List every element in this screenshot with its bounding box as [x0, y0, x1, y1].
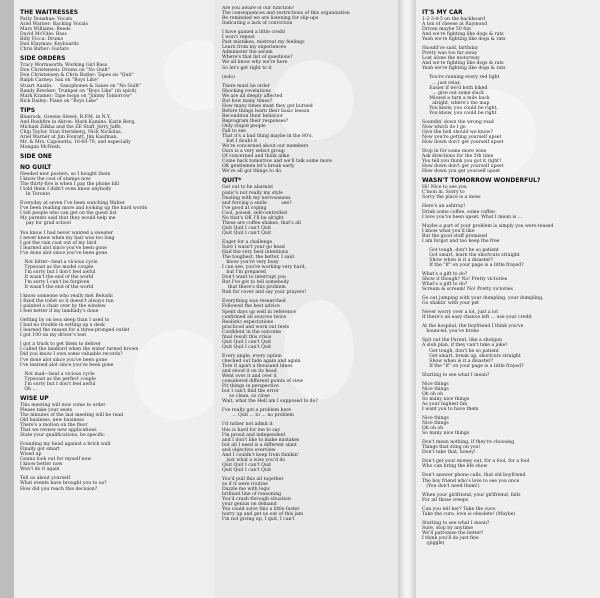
lyric-line: Followed the best advice	[222, 304, 280, 310]
lyric-line: Nice things	[422, 386, 449, 392]
lyric-line: You'd pull this all together	[222, 476, 284, 482]
lyric-line: ... just relax	[422, 80, 460, 86]
credit-line: Rick Dailey: Piano on "Boys Like"	[20, 98, 98, 104]
lyric-line: considered different points of view	[222, 379, 304, 385]
lyric-line: Fall to see	[222, 129, 246, 135]
lyric-line: (You don't need them!)	[422, 483, 480, 489]
lyric-line: I've learned alot since you've been gone	[20, 362, 114, 368]
song-title-quit: QUIT*	[222, 177, 242, 185]
lyric-line: confirmed all sources twice	[222, 314, 287, 320]
section-heading-side-orders: SIDE ORDERS	[20, 55, 66, 63]
lyric-line: Quit Quit I can't Quit	[222, 339, 272, 345]
lyric-line: Can you tell her? Take the cure,	[422, 506, 497, 512]
lyric-line: I painted a chair over by the window	[20, 304, 106, 310]
lyric-line: Come back tomorrow and we'll talk some more	[222, 159, 332, 165]
lyric-line: I'm not giving up, I quit, I can't	[222, 517, 295, 523]
lyric-line: I told them I didn't even know anybody	[20, 187, 112, 193]
lyric-line: Did you know I own some valuable records?	[20, 352, 123, 358]
lyric-line: Got tough, don't be so patient	[422, 247, 499, 253]
lyric-line: Spit out the Parent, like a shotgun	[422, 338, 503, 344]
section-heading-side-one: SIDE ONE	[20, 153, 52, 161]
lyric-line: but I can't find the error	[222, 389, 279, 395]
lyric-line: Scream & scream! No! Pretty victories	[422, 287, 513, 293]
lyric-line: I'm proud and independent	[222, 432, 286, 438]
lyric-line: I've really got a problem here	[222, 408, 292, 414]
lyric-line: Who can bring the life show	[422, 464, 488, 470]
lyric-line: Yeah we're fighting like dogs & rats	[422, 66, 506, 72]
lyric-line: ... Quit ... to ... no problem	[222, 413, 294, 419]
lyric-line: Show when is it a disaster?	[422, 358, 493, 364]
lyric-line: The minutes of the last meeting will be read	[20, 412, 124, 418]
lyric-line: How down don't get yourself upset	[422, 140, 504, 146]
credit-line: Billy Ficca: Drums	[20, 37, 63, 43]
lyric-line: I can see, you're working very hard,	[222, 265, 307, 271]
lyric-line: This meeting will now come to order	[20, 402, 106, 408]
lyric-line: Won't do it again	[20, 467, 60, 473]
lyric-line: Don't mean nothing, if they're choosing	[422, 440, 515, 446]
lyric-line: Where's that list of questions?	[222, 55, 293, 61]
credit-line: Mars Williams: Reeds	[20, 27, 71, 33]
lyric-line: The boy friend who's love to see you once	[422, 478, 520, 484]
lyric-line: I'm sorry but I don't feel awful	[20, 269, 96, 275]
lyric-line: The thirty-five is when I pay the phone bill	[20, 182, 119, 188]
lyric-line: practiced and worn out tests	[222, 324, 290, 330]
thanks-line: Chip Taylor, Stan Sternberg, Nick Nicholas,	[20, 129, 123, 135]
lyric-line: Be reminded we are listening for slip-ups	[222, 16, 319, 22]
lyric-line: And I couldn't keep from thinkin'	[222, 452, 299, 458]
thanks-line: Mr. & Mrs. Caponetta, 16-60-70, and especially	[20, 139, 131, 145]
lyric-line: Sure I wasn't your go head	[222, 244, 285, 250]
page-fold-gutter	[398, 0, 416, 598]
lyric-line: Tell us about yourself	[20, 476, 71, 482]
lyric-line: 1-2-3-4-5 on the backboard	[422, 17, 486, 22]
lyric-line: We all know why we're here	[222, 60, 288, 66]
lyric-line: so clean, so close	[222, 394, 270, 400]
credit-line: Randy Brecker: Trumpet on "Boys Like" (in spirit)	[20, 88, 137, 94]
liner-notes-panel-left	[14, 0, 214, 598]
lyric-line: Oh oh oh	[422, 426, 444, 432]
lyric-line: The consequences and restrictions of this organization	[222, 11, 350, 17]
credit-line: Ralph Carney: Sax on "Boys Like"	[20, 78, 99, 84]
lyric-line: I fixed the toilet so it doesn't always run	[20, 299, 114, 305]
lyric-line: I think you'll do just fine	[422, 535, 479, 541]
lyric-line: Typecast as the model couple	[20, 264, 94, 270]
lyric-line: Quit Quit I can't Quit	[222, 344, 272, 350]
lyric-line: You'd crash through situation	[222, 497, 291, 503]
lyric-line: If there's an easy chance left ... use your credit	[422, 315, 532, 321]
lyric-line: You're running every red light	[422, 75, 500, 81]
song-title-wasnt-tomorrow-wonderful: WASN'T TOMORROW WONDERFUL?	[422, 177, 541, 185]
lyric-line: What events have brought you to us?	[20, 481, 107, 487]
lyric-line: checked out fade again and again	[222, 358, 301, 364]
lyric-line: Gonna look out for myself now	[20, 457, 92, 463]
thanks-line: Mongan McNesh.	[20, 144, 62, 150]
lyric-line: In Toronto	[20, 192, 51, 198]
lyric-line: Eager for a challenge	[222, 239, 273, 245]
lyric-line: Not bitter—beat a vicious cycle	[20, 259, 98, 265]
lyric-line: Quit Quit I can't Quit	[222, 462, 272, 468]
lyric-line: You know, you could be right,	[422, 105, 498, 111]
credit-line: Stuart Austin: Saxophones & Saxes on "No Guilt"	[20, 83, 141, 89]
lyric-line: but all I need is a different slant	[222, 442, 297, 448]
lyric-line: Don't get your money out, for a fool, for a fool	[422, 459, 530, 465]
lyric-line: Pretty was too far away	[422, 51, 478, 57]
lyric-line: Rub for cover and say your prayers!	[222, 290, 307, 296]
lyric-line: Tore it apart a thousand times	[222, 364, 293, 369]
left-margin-strip	[0, 0, 14, 598]
thanks-line: Ariel Warner at Jim Fouratt, Jim Kaufman,	[20, 134, 119, 140]
lyric-line: Get smart, break up, shortcuts straight	[422, 353, 521, 359]
lyric-line: Show when is it a disaster?	[422, 257, 493, 263]
lyric-line: C'mon in. Sorry to	[422, 190, 465, 196]
lyric-line: There must be order	[222, 83, 271, 89]
lyric-line: (solo)	[222, 74, 235, 80]
lyric-line: I have gained a little credit	[222, 30, 286, 36]
lyric-line: but I'm prepared	[222, 270, 266, 276]
lyric-line: Dazzle me with logic	[222, 487, 271, 493]
liner-notes-panel-right	[416, 0, 600, 598]
lyric-line: Got smart, learn the shortcuts straight	[422, 252, 520, 258]
lyric-line: Starting to see what I mean?	[422, 520, 490, 526]
lyric-line: But how many times?	[222, 98, 273, 104]
song-title-wise-up: WISE UP	[20, 394, 49, 402]
lyric-line: Don't answer phone calls, that old boyfriend	[422, 473, 526, 479]
lyric-line: I'm sorry but I don't feel awful	[20, 381, 96, 387]
lyric-line: You tell you think you got it right?	[422, 159, 502, 165]
song-title-no-guilt: NO GUILT	[20, 164, 52, 172]
lyric-line: How did you reach this decision?	[20, 486, 98, 492]
column-lyrics-middle	[222, 6, 398, 522]
lyric-line: I never knew when my hair was too long	[20, 235, 115, 241]
lyric-line: But I've got to tell somebody	[222, 280, 289, 286]
lyric-line: How down don't get yourself upset	[422, 164, 504, 170]
lyric-line: I know better now	[20, 462, 63, 468]
lyric-line: Don't take that, honey!	[422, 450, 476, 456]
lyric-line: Got out to be alarmist	[222, 185, 274, 191]
lyric-line: Soundin' down the wrong road	[422, 119, 494, 125]
lyric-line: Never worry over a lot, just a lot	[422, 310, 499, 316]
lyric-line: Now which do I go	[422, 124, 466, 130]
lyric-line: I know someone who really met Belushi	[20, 294, 113, 300]
lyric-line: Oh oh oh	[422, 391, 444, 397]
lyric-line: Before things learn their basic lesson	[222, 108, 310, 114]
liner-notes-panel-middle	[214, 0, 398, 598]
lyric-line: Things that sting on you!	[422, 445, 481, 451]
lyric-line: But the good stuff promised	[422, 233, 488, 239]
lyric-line: Take the cure, love is obsolete! (Maybe)	[422, 511, 516, 517]
lyric-line: How down you get yourself upset	[422, 169, 501, 175]
lyric-line: It wasn't the end of the world	[20, 274, 94, 280]
lyric-line: I am forgot and too keep the free	[422, 238, 500, 244]
lyric-line: As your highest fan	[422, 401, 468, 407]
lyric-line: I'd rather not admit it	[222, 422, 273, 428]
lyric-line: Give the hell should we know?	[422, 129, 493, 135]
lyric-line: If the "If" on your page is a little frayed?	[422, 262, 524, 268]
lyric-line: At the hospital, the boyfriend I think you've	[422, 324, 524, 330]
lyric-line: No that's OK I'll be alright	[222, 215, 284, 221]
lyric-line: Needed new posters, so I bought them	[20, 172, 111, 178]
lyric-line: Are you aware of our function?	[222, 6, 295, 11]
lyric-line: Shocking revelations	[222, 88, 271, 94]
lyric-line: know you're very busy	[222, 260, 279, 266]
section-heading-tips: TIPS	[20, 106, 36, 114]
credit-line: Ariel Warner: Backing Vocals	[20, 22, 88, 28]
lyric-line: Go out jumping with your dumpling, your dumpling,	[422, 296, 544, 302]
thanks-line: Michael Zilkha and the ZE Staff, Jerry Jaffe,	[20, 124, 123, 130]
lyric-line: panic's not really my style	[222, 190, 283, 196]
lyric-line: Nice things	[422, 416, 449, 422]
lyric-line: final result this crisis	[222, 334, 272, 340]
column-credits-and-lyrics	[20, 6, 212, 492]
lyric-line: Nice things	[422, 421, 449, 427]
song-title-its-my-car: IT'S MY CAR	[422, 9, 463, 16]
lyric-line: There's a motion on the floor	[20, 423, 88, 428]
lyric-line: Everything was researched	[222, 299, 286, 305]
lyric-line: I got a truck to get them to deliver	[20, 342, 101, 348]
credit-line: Chris Butler: Guitars	[20, 47, 69, 53]
lyric-line: Sure, stop by anytime	[422, 525, 473, 531]
lyric-line: Easier if we'd both hiked	[422, 85, 488, 91]
lyric-line: Past mistakes, mistreat my feelings	[222, 40, 305, 46]
lyric-line: I've good at coping	[222, 205, 267, 211]
lyric-line: this is hard for me to say	[222, 427, 281, 433]
lyric-line: Old business, new business	[20, 417, 84, 423]
lyric-line: Yeah we're fighting like dogs & rats	[422, 37, 506, 43]
lyric-line: You know I had never wanted a sweater	[20, 230, 114, 236]
lyric-line: Quit Quit I can't Quit	[222, 225, 272, 231]
credit-line: Don Christensen & Chris Butler: Tapes on "Quit"	[20, 73, 134, 79]
lyric-line: I want you to have them	[422, 407, 479, 412]
lyric-line: and forcing a smile see?	[222, 200, 292, 206]
lyric-line: The toughest, the better, I said	[222, 255, 294, 261]
lyric-line: I won't repeat	[222, 35, 255, 41]
lyric-line: Reconditon their behavior	[222, 113, 283, 119]
lyric-line: Every angle, every option	[222, 353, 282, 359]
lyric-line: bounced, you've broke	[422, 329, 479, 335]
section-heading-waitresses: THE WAITRESSES	[20, 9, 79, 16]
lyric-line: I've done alot since you've been gone	[20, 357, 108, 363]
lyric-line: For all those creeps	[422, 497, 469, 503]
lyric-line: You could solve this a little faster	[222, 507, 300, 513]
lyric-line: and objective overview	[222, 447, 276, 453]
lyric-line: How many times must they get burned	[222, 103, 313, 109]
thanks-line: Bluerock, Greene Street, R.P.M. in N.Y.	[20, 114, 111, 120]
lyric-line: as if it were routine	[222, 481, 268, 487]
lyric-line: We've all got things to do.	[222, 169, 283, 175]
lyric-line: Stop in for some more wine	[422, 149, 487, 155]
lyric-line: brilliant line of reasoning	[222, 492, 282, 498]
lyric-line: What's a gift to do?	[422, 271, 468, 277]
lyric-line: Not mad—beat a vicious cycle	[20, 371, 95, 377]
lyric-line: Getting by on less sleep than I used to	[20, 318, 110, 324]
lyric-line: Starting to see what I mean?	[422, 372, 490, 378]
lyric-line: We are all deeply affected	[222, 93, 283, 99]
lyric-line: and stood it on its head	[222, 369, 277, 375]
lyric-line: Go shakin' with your pet	[422, 301, 480, 307]
lyric-line: Driven maybe 50 fun	[422, 27, 471, 33]
lyric-line: Reprogram their responses?	[222, 118, 289, 124]
credit-line: Mark Kramer: Tape loops on "Jimmy Tomorrow"	[20, 93, 133, 99]
lyric-line: Oh ...	[20, 386, 37, 392]
lyric-line: My parents said that they would help me	[20, 216, 116, 222]
lyric-line: Quit Quit I can't Quit	[222, 230, 272, 236]
lyric-line: Had the very best intentions	[222, 250, 289, 256]
credit-line: David McVitie: Bass	[20, 32, 67, 38]
lyric-line: OK gentlemen let's break early	[222, 164, 295, 170]
lyric-line: I got the rain coat out of my bird	[20, 240, 97, 246]
lyric-line: I learned the reason for a three-pronged outlet	[20, 328, 130, 334]
lyric-line: Pit things in perspective	[222, 384, 279, 390]
lyric-line: A slob plan, if they can't take a joke!	[422, 343, 508, 349]
lyric-line: but I doubt it	[222, 139, 258, 145]
lyric-line: pay for grad school	[20, 221, 71, 227]
lyric-line: Founding my head against a brick wall	[20, 442, 111, 448]
lyric-line: Of concerned and think alike	[222, 154, 290, 160]
lyric-line: I know the cost of stamps now	[20, 177, 91, 183]
lyric-line: Drink some coffee, some coffee	[422, 209, 495, 215]
lyric-line: Finally got smart	[20, 447, 60, 453]
lyric-line: Nice things	[422, 381, 449, 387]
lyric-line: I got 100 on my driver's test	[20, 333, 87, 339]
lyric-line: Only stupid people	[222, 123, 266, 129]
lyric-line: We're concerned about our members	[222, 144, 309, 150]
lyric-line: just what a wise you'd do	[222, 457, 286, 463]
lyric-line: Wised up	[20, 452, 42, 458]
lyric-line: If the "If" on your page is a little frayed?	[422, 363, 524, 369]
lyric-line: Dealing with my nervousness	[222, 195, 291, 201]
lyric-line: Show it though? No! Pretty victories	[422, 277, 508, 283]
lyric-line: What's a gift to do?	[422, 282, 468, 288]
lyric-line: Cool, poised, self-controlled	[222, 210, 287, 216]
lyric-line: Confident in the outcome	[222, 329, 282, 335]
lyric-line: State your qualifications, be specific	[20, 433, 105, 439]
lyric-line: your genius on demand	[222, 502, 277, 508]
lyric-line: And we're fighting like dogs & rats	[422, 61, 504, 67]
lyric-line: Typecast as the perfect couple	[20, 376, 96, 382]
lyric-line: Sorry the place is a mess	[422, 195, 481, 201]
lyric-line: I tell people who can get on the guest list	[20, 211, 117, 217]
lyric-line: And we're fighting like dogs & rats	[422, 32, 504, 38]
lyric-line: I love you've been upset. What I mean is ...	[422, 214, 523, 220]
lyric-line: Please take your seats	[20, 407, 73, 413]
lyric-line: (giggle)	[422, 540, 445, 546]
lyric-line: Ours is a very select group	[222, 149, 285, 155]
lyric-line: It wasn't the end of the world	[20, 284, 94, 290]
lyric-line: Now you're getting yourself upset	[422, 134, 502, 140]
lyric-line: Administer the serum	[222, 50, 273, 56]
lyric-line: that there's this problem	[222, 285, 286, 291]
lyric-line: These are coffee shakes, that's all	[222, 220, 301, 226]
lyric-line: Should've said, birthday	[422, 46, 479, 52]
lyric-line: Realistic expectations	[222, 319, 274, 325]
lyric-line: Learn from my experiences	[222, 45, 286, 51]
lyric-line: I feel better if my landlady's done	[20, 309, 99, 315]
lyric-line: I know what you'd like	[422, 228, 475, 234]
credit-line: Don Christensen: Drums on "No Guilt"	[20, 68, 111, 74]
lyric-line: Lost alone the motorway	[422, 56, 480, 62]
lyric-line: I've done alot since you've been gone	[20, 250, 108, 256]
lyric-line: We'll patronise the better!	[422, 530, 484, 536]
credit-line: Patty Donahue: Vocals	[20, 17, 72, 22]
lyric-line: Ask directions for the 5th time	[422, 154, 494, 160]
lyric-line: Missed a turn a mile back	[422, 95, 490, 101]
column-lyrics-right	[422, 6, 598, 546]
lyric-line: So many nice things	[422, 396, 470, 402]
lyric-line: That we review new applications	[20, 428, 97, 434]
lyric-line: Here's an ashtray!	[422, 204, 466, 210]
lyric-line: Everyday at seven I've been watching Walter	[20, 201, 125, 207]
lyric-line: and I don't like to make mistakes	[222, 437, 300, 443]
lyric-line: You know, you could be right	[422, 110, 497, 116]
lyric-line: Wait, what the Hell am I supposed to do?	[222, 399, 318, 405]
lyric-line: I'm sorry I can't be forgiven	[20, 279, 90, 285]
credit-line: Dan Klayman: Keyboards	[20, 42, 79, 48]
lyric-line: Spent days up well in reference	[222, 309, 296, 315]
lyric-line: That it's a bad thing maybe in the 80's,	[222, 134, 313, 140]
lyric-line: hurry up and get us out of this jam	[222, 512, 304, 518]
lyric-line: So many nice things	[422, 431, 470, 437]
credit-line: Tracy Wormworth: Working Girl Bass	[20, 63, 108, 69]
lyric-line: I learned alot since you've been gone	[20, 245, 107, 251]
lyric-line: When your girlfriend, your girlfriend, falls	[422, 492, 521, 498]
lyric-line: I've been reading more and looking up the hard words	[20, 206, 148, 212]
lyric-line: Don't want to interrupt you	[222, 275, 286, 281]
lyric-line: So let's get right to it	[222, 65, 272, 71]
lyric-line: Get tough, don't be so patient	[422, 348, 499, 354]
lyric-line: Quit Quit I can't Quit	[222, 467, 272, 473]
lyric-line: Hi! Nice to see you	[422, 185, 467, 191]
lyric-line: Maybe a part of your problem is simply you were teased	[422, 223, 554, 229]
lyric-line: Indicating a lack of conviction	[222, 21, 293, 27]
lyric-line: alright, where's the map	[422, 100, 490, 106]
lyric-line: A ton of cheese at Raymond	[422, 22, 488, 28]
lyric-line: ... give out some slack	[422, 90, 484, 96]
lyric-line: I called the landlord when the water turned brown	[20, 347, 139, 353]
thanks-line: And Bushfire in Akron: Mark Kamins, Karin Berg,	[20, 119, 136, 125]
lyric-line: Went over it and over it	[222, 374, 277, 380]
lyric-line: I had no trouble in setting up a desk	[20, 323, 105, 329]
